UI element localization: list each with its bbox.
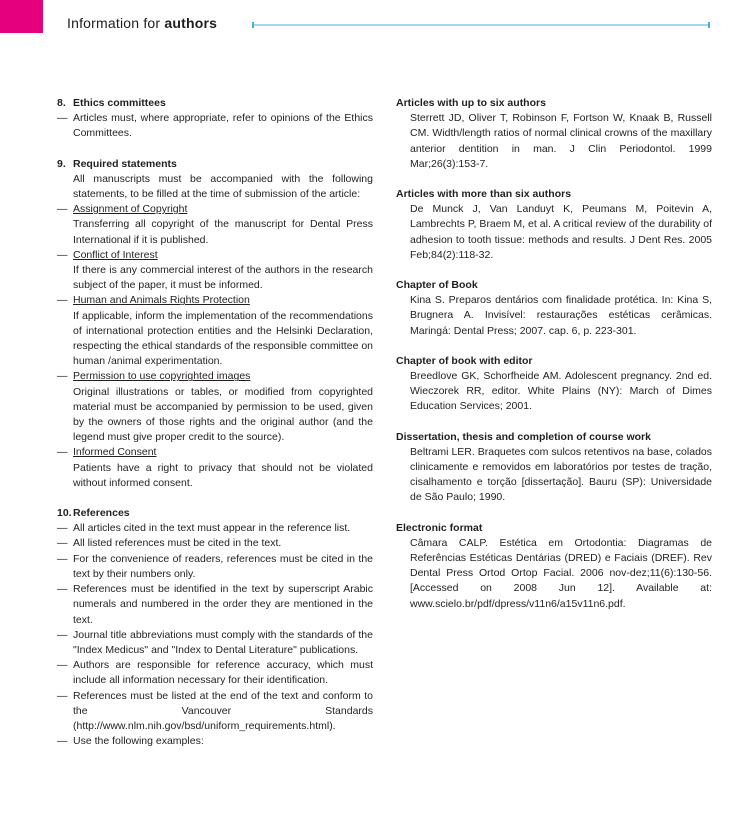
dash-bullet: —: [57, 112, 68, 125]
left-column: [57, 96, 373, 764]
statement-label: Human and Animals Rights Protection: [73, 294, 250, 307]
dash-bullet: —: [57, 583, 68, 596]
statement-item: [73, 293, 373, 369]
dash-bullet: —: [57, 248, 68, 261]
section-intro: All manuscripts must be accompanied with the following statements, to be filled at the time of submission of the article:: [73, 172, 373, 201]
reference-heading: Articles with up to six authors: [396, 97, 546, 109]
reference-citation: Câmara CALP. Estética em Ortodontia: Diagramas de Referências Estéticas Dentárias (DRED) e Faciais (DREF). Rev Dental Press Ortod Ortop Facial. 2006 nov-dez;11(6):130-56. [Accessed on 2008 Jun 12]. Available at: www.scielo.br/pdf/dpress/v11n6/a15v11n6.pdf.: [410, 536, 712, 610]
brand-color-block: [0, 0, 43, 33]
statement-item: [73, 369, 373, 445]
statement-text: If applicable, inform the implementation of the recommendations of international protection entities and the Helsinki Declaration, respecting the ethical standards of the responsible committee on human /animal experimentation.: [73, 309, 374, 368]
section-number: 10.: [57, 507, 72, 520]
section-heading: [57, 96, 373, 111]
section-heading: [57, 157, 373, 172]
list-item: [57, 445, 373, 491]
list-item: [57, 689, 373, 735]
list-item-text: Authors are responsible for reference accuracy, which must include all information necessary for their identification.: [73, 659, 373, 687]
list-item: [57, 552, 373, 582]
statement-label: Permission to use copyrighted images: [73, 370, 251, 383]
section-title: Ethics committees: [73, 97, 166, 109]
statement-text: Transferring all copyright of the manuscript for Dental Press International if it is published.: [73, 218, 373, 246]
dash-bullet: —: [57, 628, 68, 641]
statement-label: Informed Consent: [73, 446, 157, 459]
reference-citation: Sterrett JD, Oliver T, Robinson F, Fortson W, Knaak B, Russell CM. Width/length ratios of normal clinical crowns of the maxillary anterior dentition in man. J Clin Periodontol. 1999 Mar;26(3):153-7.: [410, 112, 712, 170]
header-rule: [252, 24, 710, 26]
list-item: [57, 734, 373, 749]
dash-bullet: —: [57, 689, 68, 702]
statement-item: [73, 202, 373, 248]
section-references: [57, 506, 373, 749]
list-item-text: Journal title abbreviations must comply with the standards of the "Index Medicus" and "Index to Dental Literature" publications.: [73, 628, 373, 656]
reference-example-dissertation: [396, 430, 712, 506]
list-item-text: For the convenience of readers, references must be cited in the text by their numbers only.: [73, 552, 373, 580]
reference-example-chapter-with-editor: [396, 354, 712, 415]
header-rule-endcap: [708, 22, 710, 28]
statement-text: If there is any commercial interest of the authors in the research subject of the paper, it must be informed.: [73, 264, 373, 292]
dash-bullet: —: [57, 552, 68, 565]
statement-label: Assignment of Copyright: [73, 203, 188, 216]
statement-item: [73, 445, 373, 491]
list-item: [57, 521, 373, 536]
list-item: [57, 582, 373, 628]
reference-citation: Beltrami LER. Braquetes com sulcos retentivos na base, colados clinicamente e removidos em laboratórios por testes de tração, cisalhamento e torção [dissertação]. Bauru (SP): Universidade de São Paulo; 1990.: [410, 445, 712, 504]
header-rule-startcap: [252, 22, 254, 28]
reference-heading: Dissertation, thesis and completion of course work: [396, 430, 651, 443]
reference-example-electronic-format: [396, 521, 712, 612]
dash-bullet: —: [57, 446, 68, 459]
list-item-text: Use the following examples:: [73, 735, 204, 748]
section-title: References: [73, 507, 130, 520]
section-ethics-committees: [57, 96, 373, 142]
list-item-text: All articles cited in the text must appear in the reference list.: [73, 522, 351, 535]
reference-heading: Chapter of Book: [396, 279, 478, 292]
page-title-emphasis: authors: [164, 15, 218, 31]
list-item: [57, 111, 373, 141]
statement-label: Conflict of Interest: [73, 248, 158, 261]
reference-citation: De Munck J, Van Landuyt K, Peumans M, Poitevin A, Lambrechts P, Braem M, et al. A critical review of the durability of adhesion to tooth tissue: methods and results. J Dent Res. 2005 Feb;84(2):118-32.: [410, 203, 712, 261]
reference-heading: Electronic format: [396, 521, 483, 534]
dash-bullet: —: [57, 294, 68, 307]
statement-text: Original illustrations or tables, or modified from copyrighted material must be accompanied by permission to be used, given by the owners of those rights and the original author (and the legend must give proper credit to the source).: [73, 385, 373, 444]
list-item: [57, 628, 373, 658]
section-title: Required statements: [73, 157, 177, 170]
reference-example-up-to-six-authors: [396, 96, 712, 172]
reference-citation: Breedlove GK, Schorfheide AM. Adolescent pregnancy. 2nd ed. Wieczorek RR, editor. White Plains (NY): March of Dimes Education Services; 2001.: [410, 370, 712, 413]
dash-bullet: —: [57, 659, 68, 672]
reference-example-more-than-six-authors: [396, 187, 712, 263]
section-heading: [57, 506, 373, 521]
page-title-regular: Information for: [67, 15, 165, 31]
list-item-text: References must be listed at the end of the text and conform to the Vancouver Standards (http://www.nlm.nih.gov/bsd/uniform_requirements.html).: [73, 689, 373, 732]
section-number: 9.: [57, 157, 66, 170]
dash-bullet: —: [57, 203, 68, 216]
dash-bullet: —: [57, 735, 68, 748]
dash-bullet: —: [57, 370, 68, 383]
list-item-text: Articles must, where appropriate, refer to opinions of the Ethics Committees.: [73, 112, 373, 140]
list-item: [57, 658, 373, 688]
reference-heading: Articles with more than six authors: [396, 188, 572, 201]
section-number: 8.: [57, 97, 66, 109]
statement-item: [73, 248, 373, 294]
right-column: [396, 96, 712, 627]
list-item-text: All listed references must be cited in the text.: [73, 537, 282, 550]
list-item: [57, 248, 373, 294]
reference-heading: Chapter of book with editor: [396, 354, 533, 367]
statement-text: Patients have a right to privacy that should not be violated without informed consent.: [73, 461, 373, 489]
page-title: [67, 15, 217, 31]
list-item: [57, 293, 373, 369]
section-required-statements: [57, 157, 373, 491]
list-item-text: References must be identified in the text by superscript Arabic numerals and numbered in the order they are mentioned in the text.: [73, 583, 373, 626]
reference-citation: Kina S. Preparos dentários com finalidade protética. In: Kina S, Brugnera A. Invisível: restaurações estéticas cerâmicas. Maringá: Dental Press; 2007. cap. 6, p. 223-301.: [410, 294, 712, 337]
list-item: [57, 369, 373, 445]
reference-example-chapter-of-book: [396, 278, 712, 339]
dash-bullet: —: [57, 522, 68, 535]
list-item: [57, 536, 373, 551]
list-item: [57, 202, 373, 248]
dash-bullet: —: [57, 537, 68, 550]
